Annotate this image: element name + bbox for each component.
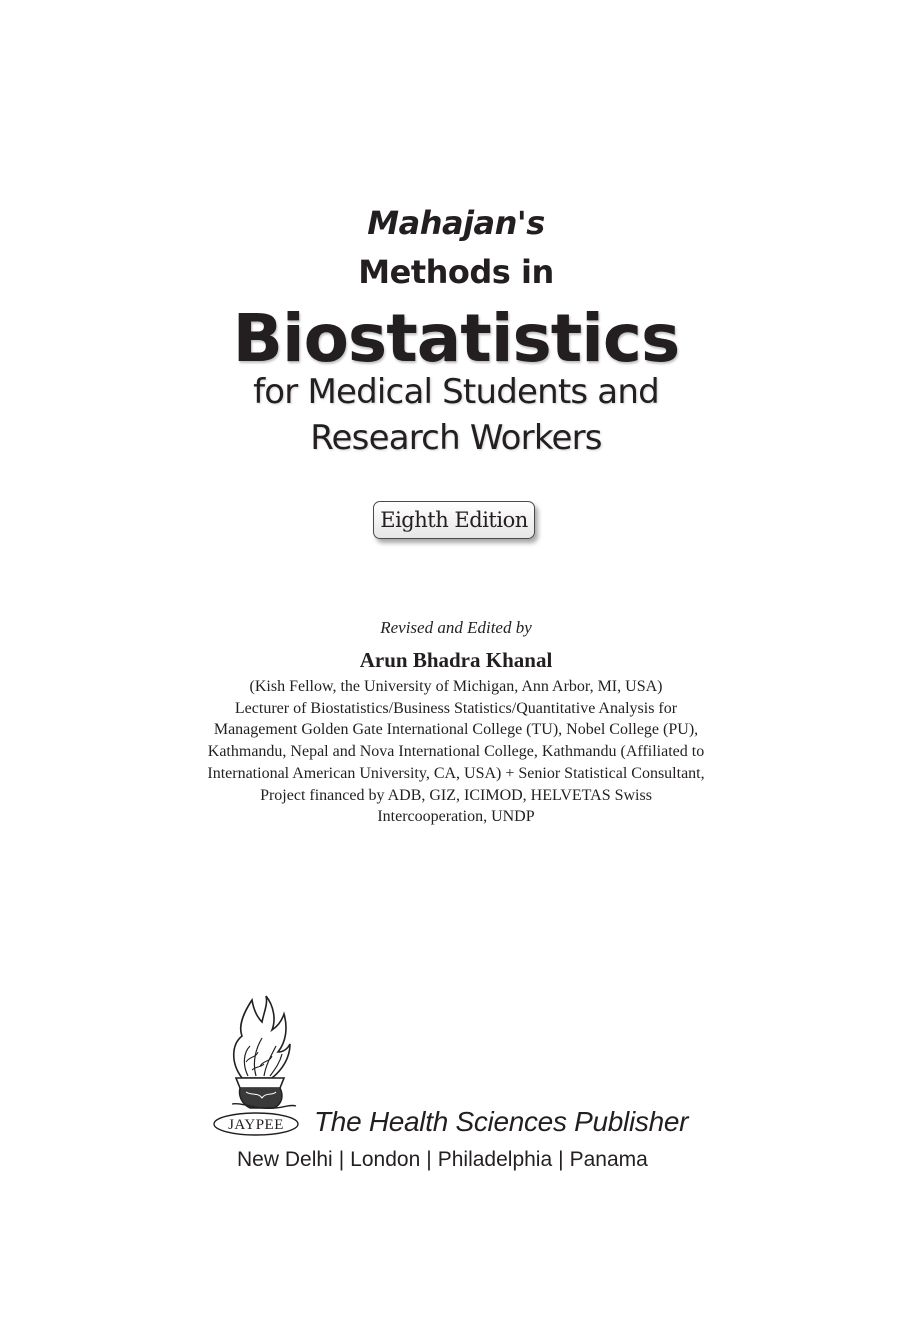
author-affiliation-line: (Kish Fellow, the University of Michigan, Ann Arbor, MI, USA): [249, 678, 663, 695]
location-london: London: [350, 1148, 421, 1171]
revised-edited-by: Revised and Edited by: [380, 618, 532, 637]
author-affiliation-line: Lecturer of Biostatistics/Business Statistics/Quantitative Analysis for: [234, 699, 678, 717]
publisher-tagline: The Health Sciences Publisher: [314, 1106, 689, 1137]
book-subtitle-line-2: Research Workers: [310, 418, 602, 458]
book-subtitle-line-1: for Medical Students and: [253, 372, 659, 412]
book-title-possessive: Mahajan's: [367, 204, 545, 242]
location-new-delhi: New Delhi: [237, 1148, 333, 1171]
location-panama: Panama: [569, 1148, 648, 1171]
edition-badge: Eighth Edition: [373, 501, 535, 539]
jaypee-logo-icon: [212, 992, 308, 1138]
book-title-methods: Methods in: [358, 253, 554, 291]
location-separator: |: [338, 1148, 345, 1171]
author-affiliation-line: Intercooperation, UNDP: [377, 808, 535, 826]
author-affiliation-line: International American University, CA, USA) + Senior Statistical Consultant,: [207, 764, 705, 782]
edition-badge-wrapper: [373, 501, 537, 539]
location-separator: |: [426, 1148, 432, 1171]
author-affiliation-line: Project financed by ADB, GIZ, ICIMOD, HELVETAS Swiss: [260, 786, 652, 804]
author-affiliation-line: Management Golden Gate International College (TU), Nobel College (PU),: [213, 721, 699, 739]
publisher-locations: [237, 1148, 648, 1172]
author-affiliation-line: Kathmandu, Nepal and Nova International College, Kathmandu (Affiliated to: [207, 743, 705, 761]
author-name: Arun Bhadra Khanal: [359, 648, 553, 672]
jaypee-logo-text: JAYPEE: [228, 1117, 284, 1133]
book-main-title: Biostatistics: [232, 300, 680, 377]
location-philadelphia: Philadelphia: [437, 1148, 553, 1171]
location-separator: |: [558, 1148, 564, 1171]
